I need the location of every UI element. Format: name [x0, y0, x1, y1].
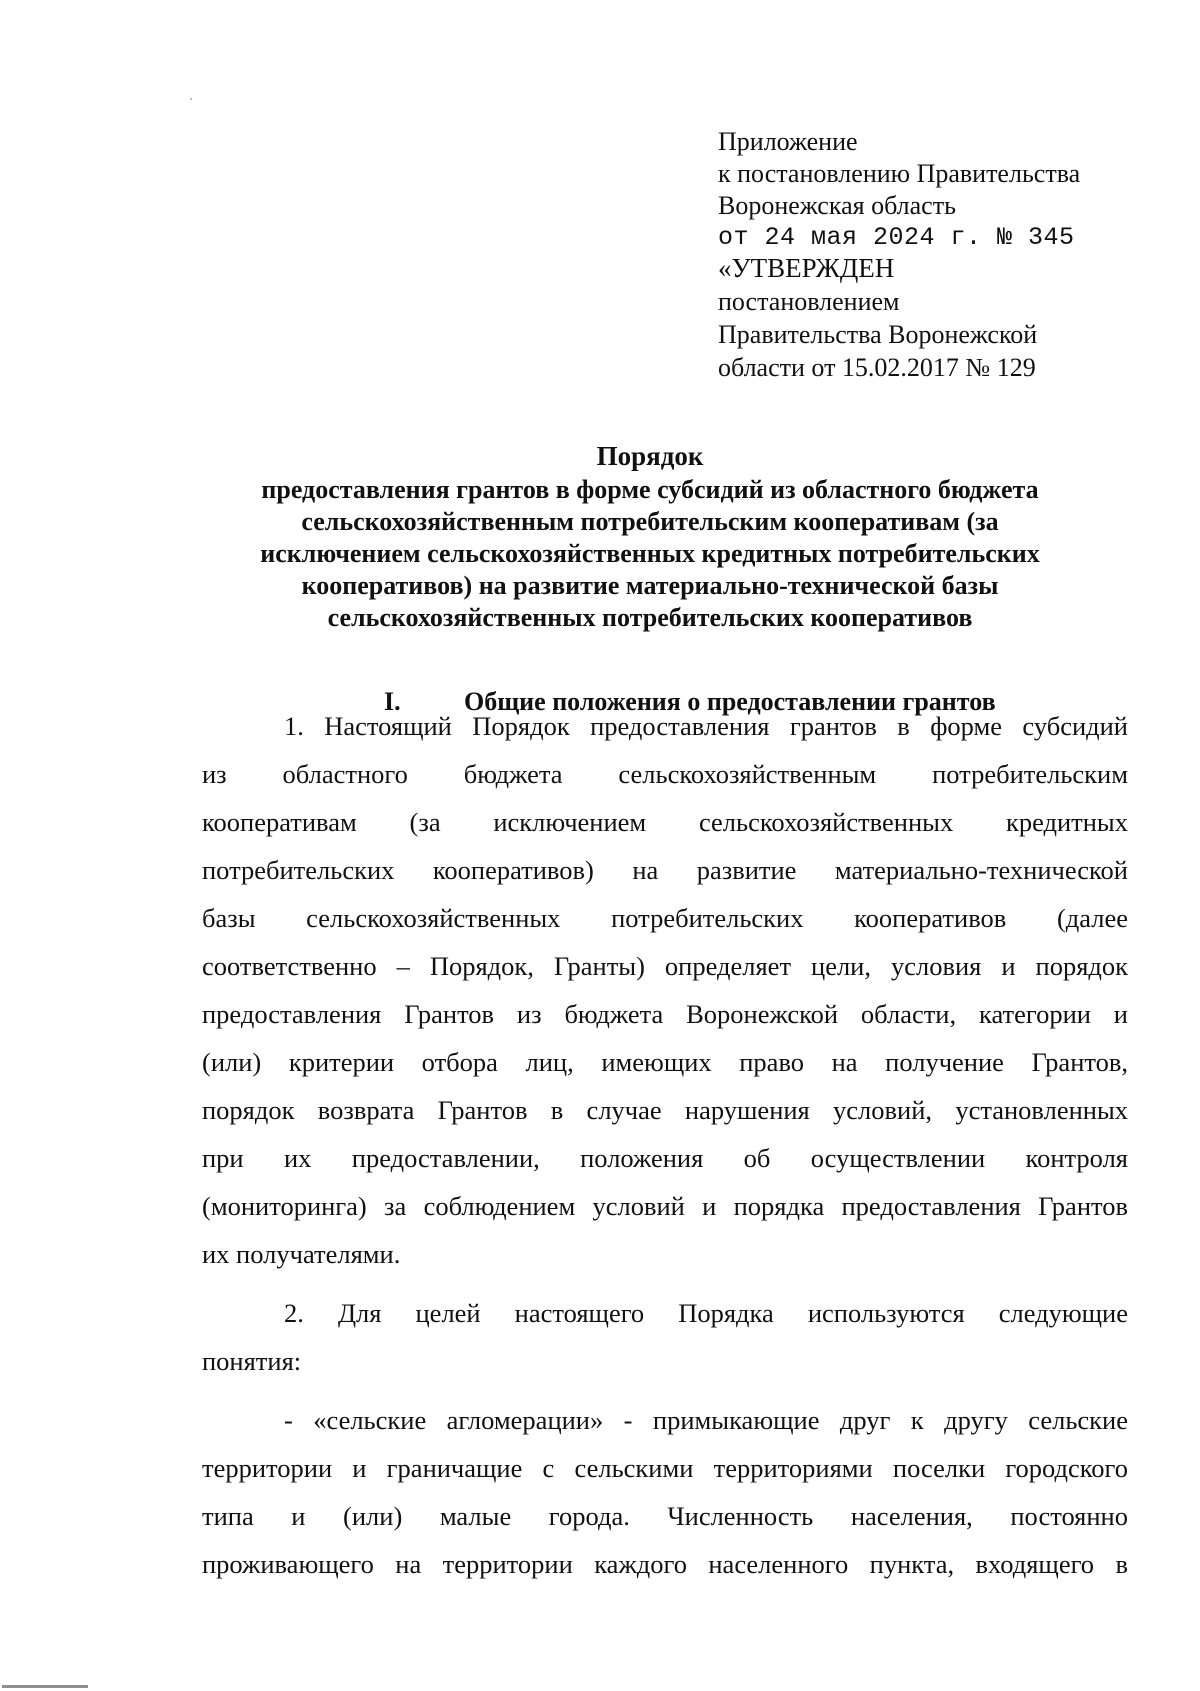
paragraph-1-line: соответственно – Порядок, Гранты) определяет цели, условия и порядок: [202, 951, 1128, 981]
approval-line-4: области от 15.02.2017 № 129: [718, 353, 1036, 382]
approval-line-2: постановлением: [718, 287, 900, 316]
section-number: I.: [384, 687, 401, 716]
title-line-2: предоставления грантов в форме субсидий из областного бюджета: [261, 475, 1039, 504]
paragraph-1-line: потребительских кооперативов) на развитие материально-технической: [202, 855, 1128, 885]
paragraph-1-line: из областного бюджета сельскохозяйственным потребительским: [202, 759, 1128, 789]
title-line-3: сельскохозяйственным потребительским кооперативам (за: [301, 507, 999, 536]
paragraph-1-line: кооперативам (за исключением сельскохозяйственных кредитных: [202, 807, 1128, 837]
appendix-title: Приложение: [718, 127, 858, 156]
approval-block: [718, 252, 1178, 384]
scan-speck: [190, 98, 192, 100]
scan-edge-mark: [2, 1685, 88, 1688]
paragraph-1-line: предоставления Грантов из бюджета Воронежской области, категории и: [202, 999, 1128, 1029]
section-title: Общие положения о предоставлении грантов: [464, 687, 996, 716]
paragraph-3-line: типа и (или) малые города. Численность населения, постоянно: [202, 1501, 1128, 1531]
paragraph-3-line: территории и граничащие с сельскими территориями поселки городского: [202, 1453, 1128, 1483]
approval-heading: «УТВЕРЖДЕН: [718, 253, 895, 283]
appendix-date-number: от 24 мая 2024 г. № 345: [718, 223, 1075, 252]
paragraph-1-line: 1. Настоящий Порядок предоставления грантов в форме субсидий: [284, 711, 1128, 741]
paragraph-1-line: их получателями.: [202, 1239, 401, 1269]
title-line-4: исключением сельскохозяйственных кредитных потребительских: [260, 539, 1040, 568]
paragraph-1-line: (мониторинга) за соблюдением условий и порядка предоставления Грантов: [202, 1191, 1128, 1221]
title-line-6: сельскохозяйственных потребительских кооперативов: [327, 603, 973, 632]
approval-line-3: Правительства Воронежской: [718, 320, 1038, 349]
paragraph-2-line: понятия:: [202, 1346, 302, 1376]
title-line-5: кооперативов) на развитие материально-технической базы: [301, 571, 999, 600]
appendix-region: Воронежская область: [718, 191, 956, 220]
paragraph-3-line: - «сельские агломерации» - примыкающие друг к другу сельские: [284, 1405, 1128, 1435]
paragraph-1-line: порядок возврата Грантов в случае нарушения условий, установленных: [202, 1095, 1128, 1125]
paragraph-1-line: (или) критерии отбора лиц, имеющих право на получение Грантов,: [202, 1047, 1128, 1077]
appendix-reference: к постановлению Правительства: [718, 159, 1081, 188]
paragraph-3-line: проживающего на территории каждого населенного пункта, входящего в: [202, 1549, 1128, 1579]
title-line-1: Порядок: [596, 441, 704, 471]
paragraph-1-line: базы сельскохозяйственных потребительских кооперативов (далее: [202, 903, 1128, 933]
paragraph-1-line: при их предоставлении, положения об осуществлении контроля: [202, 1143, 1128, 1173]
appendix-header: [718, 126, 1178, 254]
document-title: [200, 440, 1100, 634]
paragraph-2-line: 2. Для целей настоящего Порядка используются следующие: [284, 1298, 1128, 1328]
